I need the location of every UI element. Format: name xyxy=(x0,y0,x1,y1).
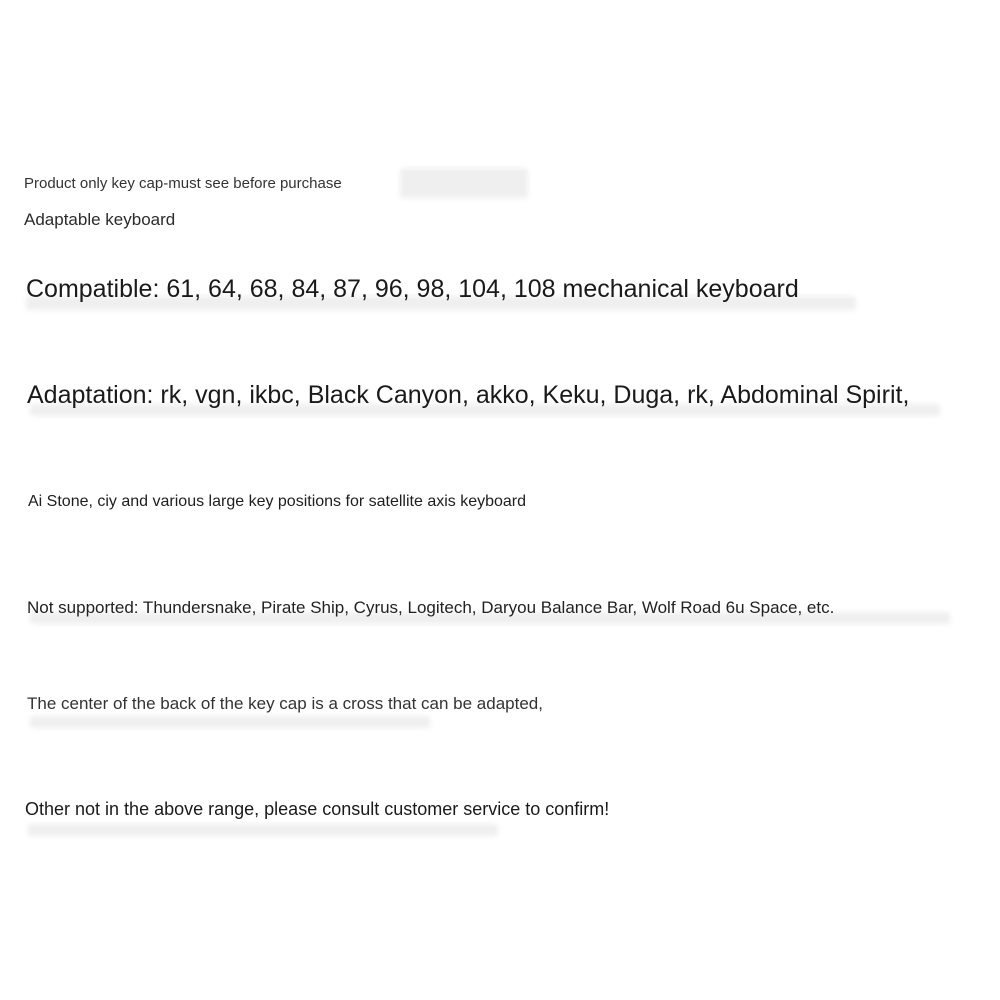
cross-adapt-note: The center of the back of the key cap is a cross that can be adapted, xyxy=(27,694,543,713)
section-title: Adaptable keyboard xyxy=(24,210,176,229)
faded-mark xyxy=(28,824,498,836)
adaptation-continued-line: Ai Stone, ciy and various large key positions for satellite axis keyboard xyxy=(28,493,527,510)
compatible-line: Compatible: 61, 64, 68, 84, 87, 96, 98, 104, 108 mechanical keyboard xyxy=(26,275,799,303)
header-note: Product only key cap-must see before purchase xyxy=(24,175,342,192)
faded-mark xyxy=(30,716,430,728)
not-supported-line: Not supported: Thundersnake, Pirate Ship, Cyrus, Logitech, Daryou Balance Bar, Wolf Road 6u Space, etc. xyxy=(27,598,835,617)
faded-mark xyxy=(400,168,528,198)
consult-service-note: Other not in the above range, please consult customer service to confirm! xyxy=(25,799,610,819)
adaptation-line: Adaptation: rk, vgn, ikbc, Black Canyon, akko, Keku, Duga, rk, Abdominal Spirit, xyxy=(27,381,910,409)
